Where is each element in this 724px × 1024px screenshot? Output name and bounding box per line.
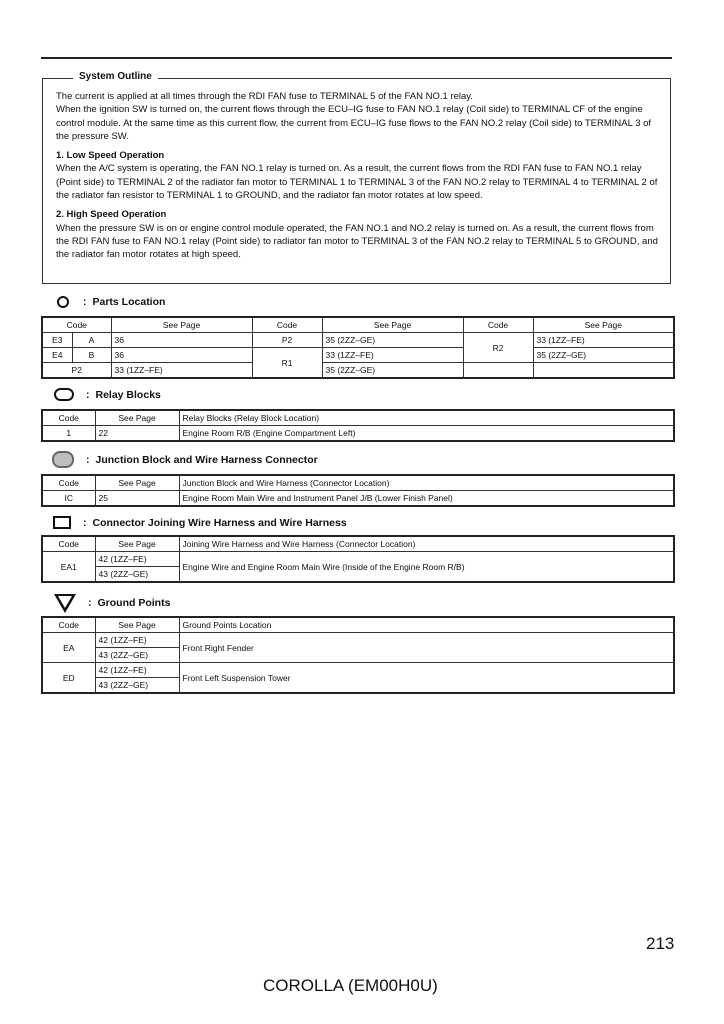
see-page-cell: 43 (2ZZ–GE) — [95, 678, 179, 694]
relay-blocks-table: Code See Page Relay Blocks (Relay Block Location) 1 22 Engine Room R/B (Engine Compartment Left) — [41, 409, 675, 442]
connector-letter: A — [72, 333, 111, 348]
location-cell: Engine Room R/B (Engine Compartment Left) — [179, 426, 674, 442]
system-outline-body — [56, 90, 660, 262]
code-cell: EA — [42, 633, 95, 663]
circle-symbol-icon — [57, 296, 69, 308]
relay-blocks-heading: : Relay Blocks — [44, 388, 161, 401]
parts-location-table: Code See Page Code See Page Code See Page E3 A 36 P2 35 (2ZZ–GE) R2 33 (1ZZ–FE) E4 B 36 R1 33 (1ZZ–FE) 35 (2ZZ–GE) P2 33 (1ZZ–FE) 35 (2ZZ–GE) — [41, 316, 675, 379]
junction-block-heading: : Junction Block and Wire Harness Connector — [44, 451, 318, 468]
code-cell: P2 — [42, 363, 111, 379]
ground-triangle-icon — [54, 594, 76, 613]
see-page-cell: 25 — [95, 491, 179, 507]
code-cell: EA1 — [42, 552, 95, 583]
top-rule — [41, 57, 672, 59]
see-page-cell: 33 (1ZZ–FE) — [111, 363, 252, 379]
see-page-cell: 35 (2ZZ–GE) — [322, 363, 463, 379]
see-page-cell: 35 (2ZZ–GE) — [322, 333, 463, 348]
see-page-cell: 36 — [111, 348, 252, 363]
outline-intro-1: The current is applied at all times through the RDI FAN fuse to TERMINAL 5 of the FAN NO.1 relay. — [56, 91, 473, 102]
code-cell: R1 — [252, 348, 322, 379]
see-page-cell: 43 (2ZZ–GE) — [95, 648, 179, 663]
ground-points-table: Code See Page Ground Points Location EA 42 (1ZZ–FE) Front Right Fender 43 (2ZZ–GE) ED 42 (1ZZ–FE) Front Left Suspension Tower 43 (2ZZ–GE) — [41, 616, 675, 694]
location-cell: Front Left Suspension Tower — [179, 663, 674, 694]
connector-letter: B — [72, 348, 111, 363]
see-page-cell: 43 (2ZZ–GE) — [95, 567, 179, 583]
connector-joining-table: Code See Page Joining Wire Harness and Wire Harness (Connector Location) EA1 42 (1ZZ–FE) Engine Wire and Engine Room Main Wire (Inside of the Engine Room R/B) 43 (2ZZ–GE) — [41, 535, 675, 583]
footer-title: COROLLA (EM00H0U) — [263, 976, 438, 995]
ground-points-heading: : Ground Points — [44, 592, 170, 613]
code-cell: P2 — [252, 333, 322, 348]
low-speed-heading: 1. Low Speed Operation — [56, 150, 165, 162]
see-page-cell: 36 — [111, 333, 252, 348]
code-cell: 1 — [42, 426, 95, 442]
junction-block-table: Code See Page Junction Block and Wire Harness (Connector Location) IC 25 Engine Room Main Wire and Instrument Panel J/B (Lower Finish Panel) — [41, 474, 675, 507]
relay-blocks-title: Relay Blocks — [95, 388, 161, 401]
low-speed-text: When the A/C system is operating, the FAN NO.1 relay is turned on. As a result, the current flows from the RDI FAN fuse to FAN NO.1 relay (Point side) to TERMINAL 2 of the radiator fan motor to TERMINAL 1 to TERMINAL 3 of the FAN NO.2 relay to TERMINAL 4 to TERMINAL 2 of the radiator fan resistor to TERMINAL 1 to GROUND, and the radiator fan motor rotates at low speed. — [56, 163, 658, 202]
location-cell: Engine Wire and Engine Room Main Wire (Inside of the Engine Room R/B) — [179, 552, 674, 583]
location-cell: Engine Room Main Wire and Instrument Panel J/B (Lower Finish Panel) — [179, 491, 674, 507]
see-page-cell: 22 — [95, 426, 179, 442]
system-outline-title: System Outline — [73, 71, 158, 82]
page-number: 213 — [646, 934, 675, 953]
see-page-cell: 42 (1ZZ–FE) — [95, 552, 179, 567]
code-cell: E4 — [42, 348, 72, 363]
see-page-cell: 42 (1ZZ–FE) — [95, 633, 179, 648]
ground-points-title: Ground Points — [97, 596, 171, 609]
system-outline-box — [42, 71, 671, 284]
oval-symbol-icon — [54, 388, 74, 401]
rectangle-symbol-icon — [53, 516, 71, 529]
code-cell: E3 — [42, 333, 72, 348]
shaded-oval-symbol-icon — [52, 451, 74, 468]
high-speed-heading: 2. High Speed Operation — [56, 209, 167, 221]
connector-joining-heading: : Connector Joining Wire Harness and Wire Harness — [44, 516, 347, 529]
high-speed-text: When the pressure SW is on or engine control module operated, the FAN NO.1 and NO.2 relay is turned on. As a result, the current flows from the RDI FAN fuse to FAN NO.1 relay (Point side) to radiator fan motor to TERMINAL 3 of the FAN NO.2 relay to TERMINAL 5 to GROUND, and the radiator fan motor rotates at high speed. — [56, 222, 658, 261]
code-cell: IC — [42, 491, 95, 507]
outline-intro-2: When the ignition SW is turned on, the current flows through the ECU–IG fuse to FAN NO.1 relay (Coil side) to TERMINAL CF of the engine control module. At the same time as this current flow, the current from ECU–IG fuse flows to the FAN NO.2 relay (Coil side) to TERMINAL 3 of the pressure SW. — [56, 104, 652, 142]
see-page-cell: 35 (2ZZ–GE) — [533, 348, 674, 363]
connector-joining-title: Connector Joining Wire Harness and Wire Harness — [92, 516, 347, 529]
code-cell: R2 — [463, 333, 533, 363]
see-page-cell: 33 (1ZZ–FE) — [322, 348, 463, 363]
parts-location-title: Parts Location — [92, 296, 166, 308]
junction-block-title: Junction Block and Wire Harness Connector — [95, 453, 318, 466]
parts-location-heading: : Parts Location — [44, 296, 165, 308]
code-cell: ED — [42, 663, 95, 694]
see-page-cell: 33 (1ZZ–FE) — [533, 333, 674, 348]
location-cell: Front Right Fender — [179, 633, 674, 663]
see-page-cell: 42 (1ZZ–FE) — [95, 663, 179, 678]
